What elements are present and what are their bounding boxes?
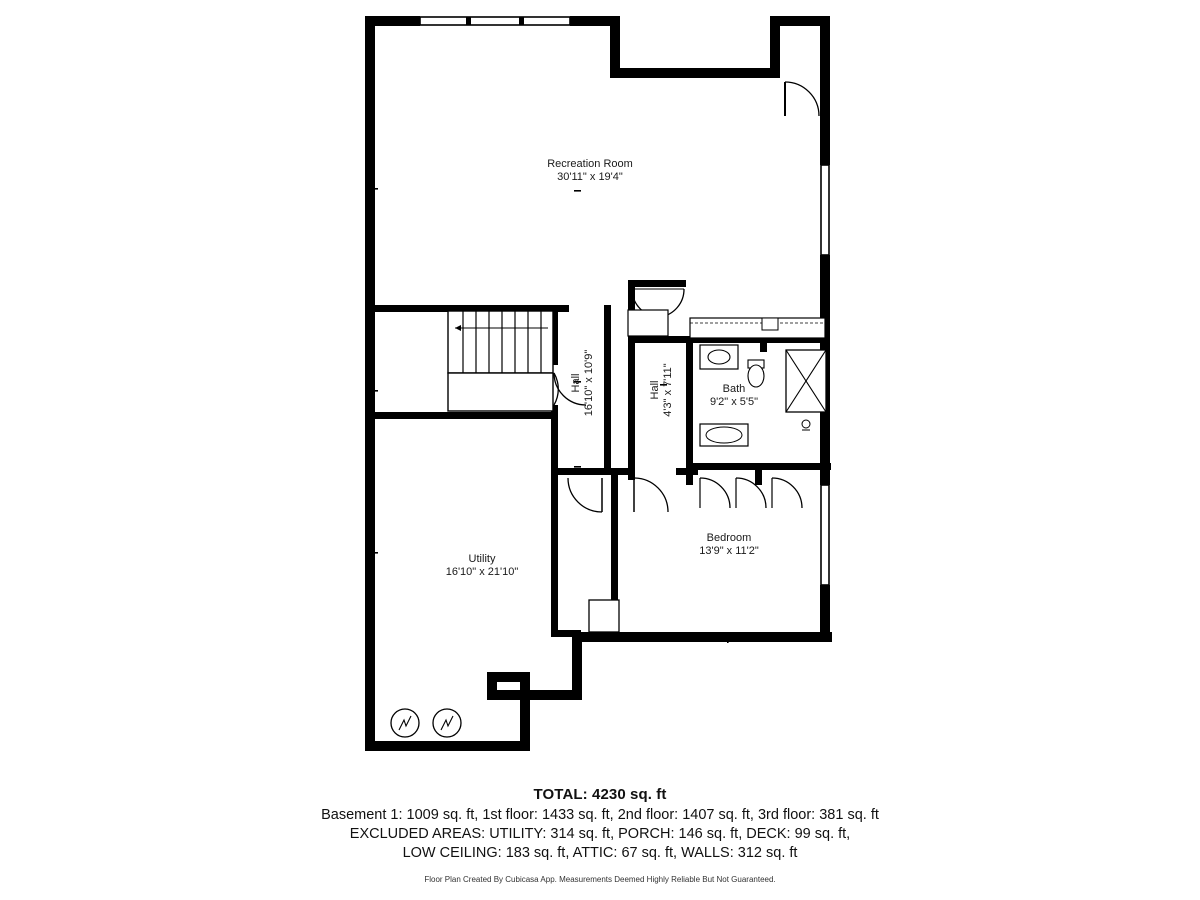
excluded-areas-text: EXCLUDED AREAS: UTILITY: 314 sq. ft, PORCH: 146 sq. ft, DECK: 99 sq. ft, bbox=[349, 826, 851, 842]
total-area-text: TOTAL: 4230 sq. ft bbox=[533, 786, 667, 803]
room-name: Utility bbox=[468, 553, 496, 565]
room-name: Bedroom bbox=[706, 532, 752, 544]
room-dimensions: 16'10" x 10'9" bbox=[583, 349, 595, 417]
room-name: Hall bbox=[649, 380, 661, 400]
area-summary bbox=[0, 786, 1200, 884]
staircase bbox=[448, 311, 553, 411]
credit-text: Floor Plan Created By Cubicasa App. Measurements Deemed Highly Reliable But Not Guaranteed. bbox=[424, 875, 776, 884]
room-name: Hall bbox=[570, 373, 582, 393]
room-dimensions: 30'11" x 19'4" bbox=[557, 171, 623, 183]
excluded-areas-text-2: LOW CEILING: 183 sq. ft, ATTIC: 67 sq. ft, WALLS: 312 sq. ft bbox=[402, 845, 798, 861]
room-name: Bath bbox=[722, 383, 746, 395]
room-dimensions: 4'3" x 7'11" bbox=[662, 363, 674, 417]
room-dimensions: 9'2" x 5'5" bbox=[709, 396, 759, 408]
room-dimensions: 13'9" x 11'2" bbox=[699, 545, 759, 557]
room-dimensions: 16'10" x 21'10" bbox=[445, 566, 519, 578]
floor-breakdown-text: Basement 1: 1009 sq. ft, 1st floor: 1433 sq. ft, 2nd floor: 1407 sq. ft, 3rd floor: 381 sq. ft bbox=[321, 807, 879, 823]
room-name: Recreation Room bbox=[547, 158, 633, 170]
